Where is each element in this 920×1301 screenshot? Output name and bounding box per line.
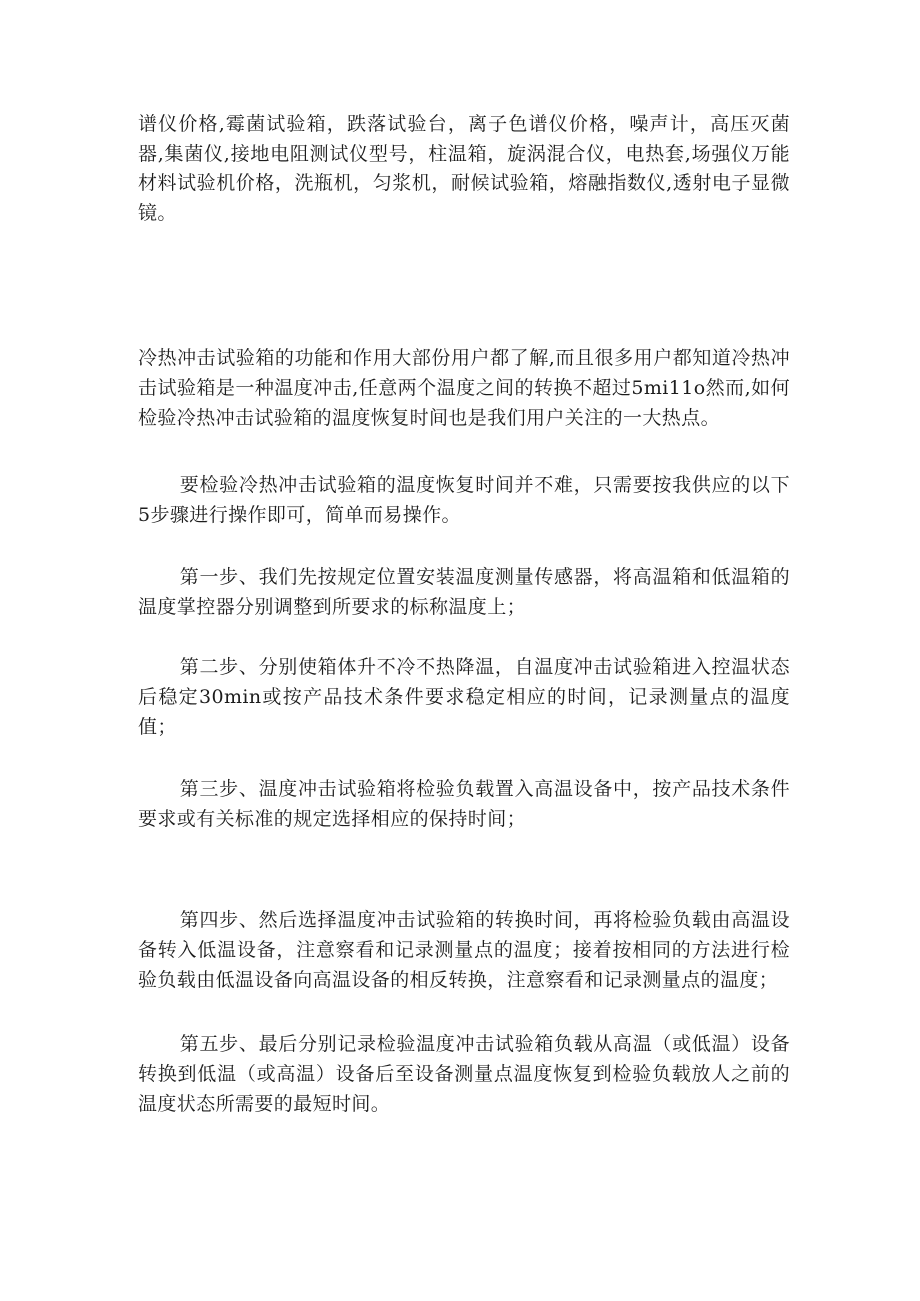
step-2-paragraph: 第二步、分别使箱体升不冷不热降温，自温度冲击试验箱进入控温状态后稳定30min或按产品技术条件要求稳定相应的时间，记录测量点的温度值；: [138, 656, 790, 738]
step-4-paragraph: 第四步、然后选择温度冲击试验箱的转换时间，再将检验负载由高温设备转入低温设备，注意察看和记录测量点的温度；接着按相同的方法进行检验负载由低温设备向高温设备的相反转换，注意察看和记录测量点的温度；: [138, 909, 790, 991]
step-3-paragraph: 第三步、温度冲击试验箱将检验负载置入高温设备中，按产品技术条件要求或有关标准的规定选择相应的保持时间；: [138, 778, 790, 830]
step-5-paragraph: 第五步、最后分别记录检验温度冲击试验箱负载从高温（或低温）设备转换到低温（或高温）设备后至设备测量点温度恢复到检验负载放人之前的温度状态所需要的最短时间。: [138, 1033, 790, 1115]
intro-paragraph: 冷热冲击试验箱的功能和作用大部份用户都了解,而且很多用户都知道冷热冲击试验箱是一种温度冲击,任意两个温度之间的转换不超过5mi11o然而,如何检验冷热冲击试验箱的温度恢复时间也是我们用户关注的一大热点。: [138, 347, 790, 429]
keywords-paragraph: 谱仪价格,霉菌试验箱，跌落试验台，离子色谱仪价格，噪声计，高压灭菌器,集菌仪,接地电阻测试仪型号，柱温箱，旋涡混合仪，电热套,场强仪万能材料试验机价格，洗瓶机，匀浆机，耐候试验箱，熔融指数仪,透射电子显微镜。: [138, 113, 790, 224]
step-1-paragraph: 第一步、我们先按规定位置安装温度测量传感器，将高温箱和低温箱的温度掌控器分别调整到所要求的标称温度上；: [138, 566, 790, 618]
lead-paragraph: 要检验冷热冲击试验箱的温度恢复时间并不难，只需要按我供应的以下5步骤进行操作即可，简单而易操作。: [138, 474, 790, 526]
